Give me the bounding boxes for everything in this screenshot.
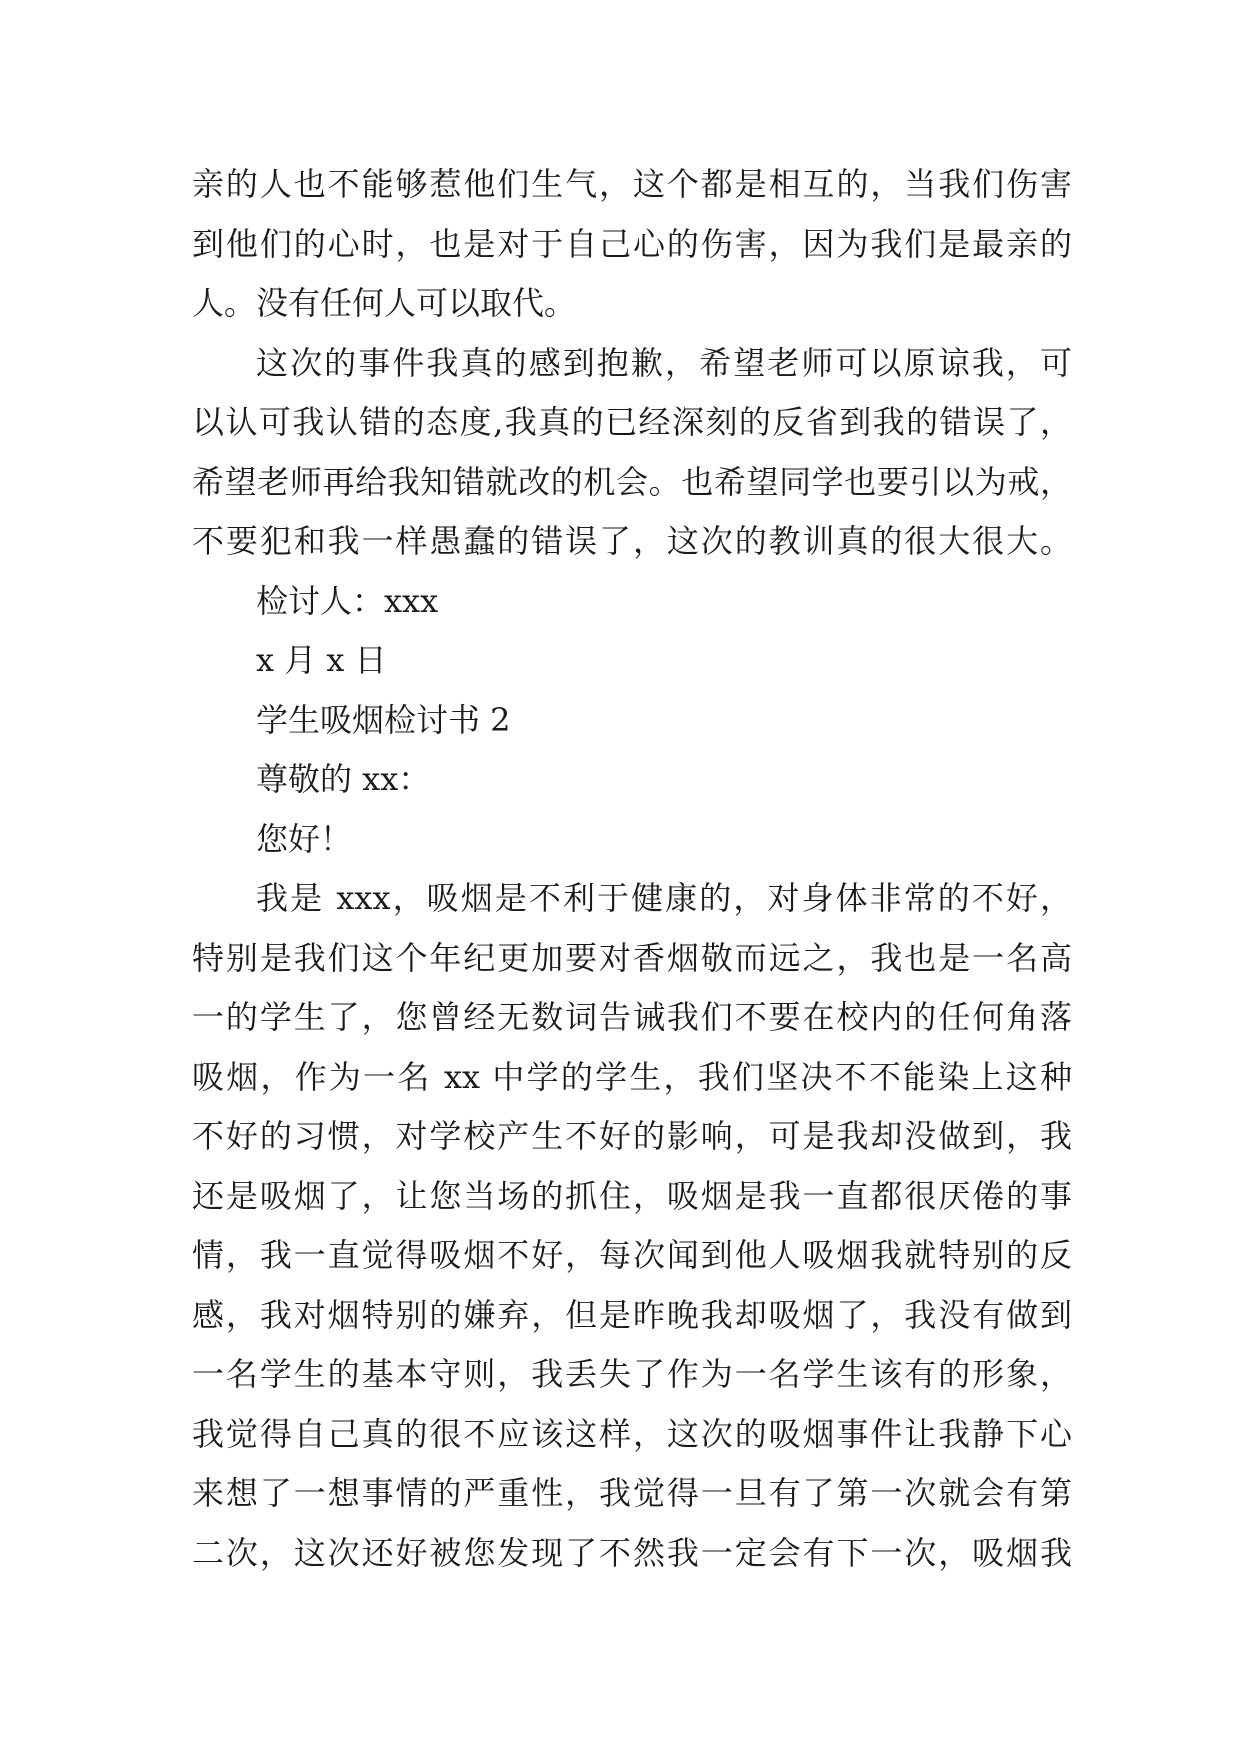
text-line: 我觉得自己真的很不应该这样，这次的吸烟事件让我静下心 — [192, 1414, 1072, 1453]
text-line: 特别是我们这个年纪更加要对香烟敬而远之，我也是一名高 — [192, 938, 1072, 977]
text-line: 人。没有任何人可以取代。 — [192, 284, 577, 322]
text-line: 情，我一直觉得吸烟不好，每次闻到他人吸烟我就特别的反 — [192, 1236, 1072, 1274]
text-line: 不好的习惯，对学校产生不好的影响，可是我却没做到，我 — [192, 1117, 1072, 1155]
text-line: 来想了一想事情的严重性，我觉得一旦有了第一次就会有第 — [192, 1474, 1072, 1512]
greeting: 您好！ — [256, 819, 353, 858]
text-line: 吸烟，作为一名 xx 中学的学生，我们坚决不不能染上这种 — [192, 1057, 1072, 1096]
paragraph-first-line: 这次的事件我真的感到抱歉，希望老师可以原谅我，可 — [256, 343, 1072, 382]
text-line: 以认可我认错的态度,我真的已经深刻的反省到我的错误了， — [192, 403, 1072, 441]
signature-author: 检讨人：xxx — [256, 581, 439, 620]
text-line: 到他们的心时，也是对于自己心的伤害，因为我们是最亲的 — [192, 224, 1072, 263]
section-title: 学生吸烟检讨书 2 — [256, 700, 511, 739]
signature-date: x 月 x 日 — [256, 641, 387, 679]
text-line: 不要犯和我一样愚蠢的错误了，这次的教训真的很大很大。 — [192, 522, 1072, 560]
paragraph-first-line: 我是 xxx，吸烟是不利于健康的，对身体非常的不好， — [256, 879, 1072, 917]
text-line: 还是吸烟了，让您当场的抓住，吸烟是我一直都很厌倦的事 — [192, 1176, 1072, 1215]
text-line: 亲的人也不能够惹他们生气，这个都是相互的，当我们伤害 — [192, 165, 1072, 203]
text-line: 希望老师再给我知错就改的机会。也希望同学也要引以为戒， — [192, 462, 1072, 501]
text-line: 一的学生了，您曾经无数词告诫我们不要在校内的任何角落 — [192, 998, 1072, 1036]
salutation: 尊敬的 xx： — [256, 760, 431, 798]
text-line: 感，我对烟特别的嫌弃，但是昨晚我却吸烟了，我没有做到 — [192, 1295, 1072, 1334]
text-line: 二次，这次还好被您发现了不然我一定会有下一次，吸烟我 — [192, 1533, 1072, 1572]
text-line: 一名学生的基本守则，我丢失了作为一名学生该有的形象， — [192, 1355, 1072, 1393]
document-body — [192, 155, 1072, 1583]
